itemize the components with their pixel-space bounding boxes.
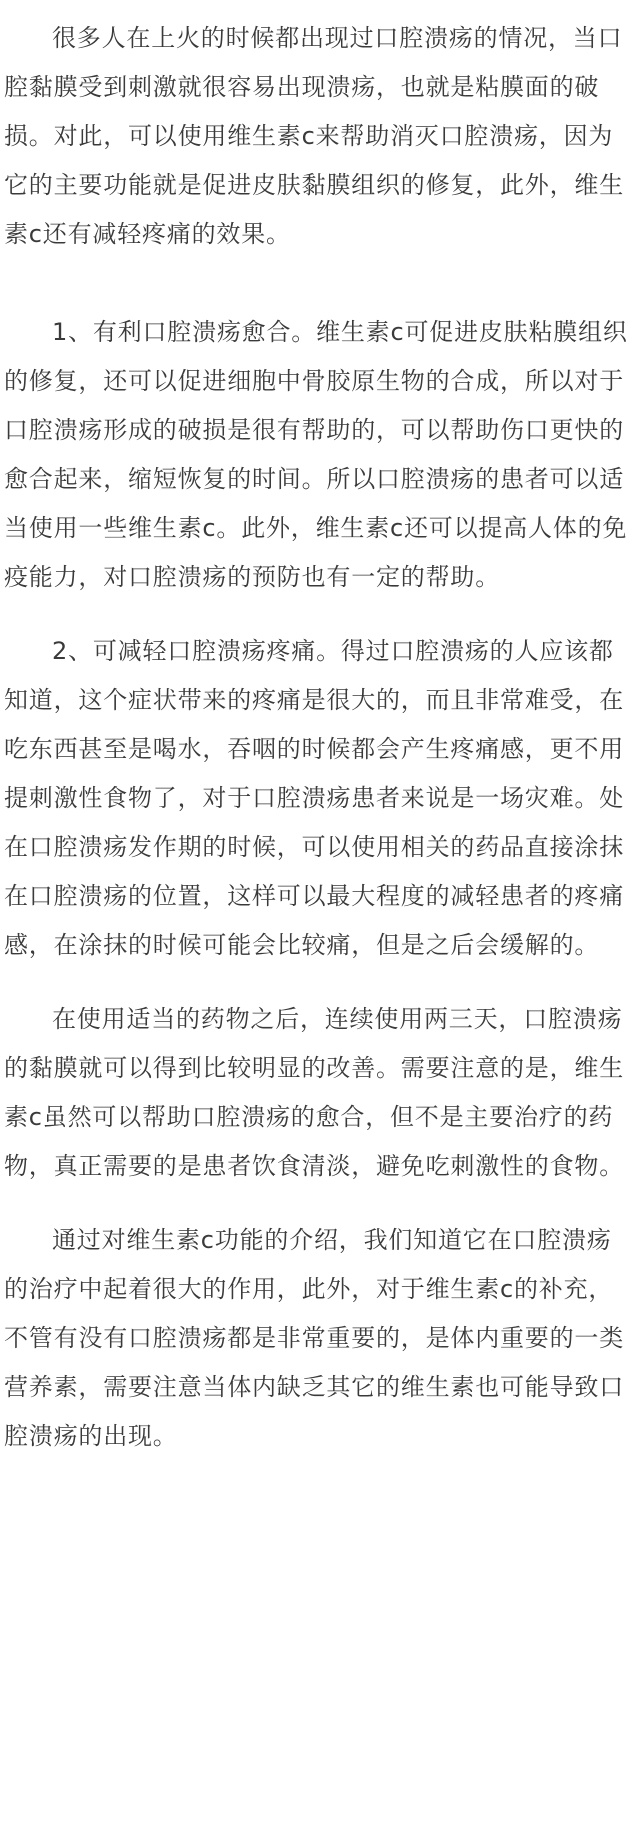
paragraph-intro: 很多人在上火的时候都出现过口腔溃疡的情况，当口腔黏膜受到刺激就很容易出现溃疡，也就是粘膜面的破损。对此，可以使用维生素c来帮助消灭口腔溃疡，因为它的主要功能就是促进皮肤黏膜组织的修复，此外，维生素c还有减轻疼痛的效果。 [4, 24, 624, 248]
paragraph-spacer [0, 602, 640, 627]
paragraph-point-2: 2、可减轻口腔溃疡疼痛。得过口腔溃疡的人应该都知道，这个症状带来的疼痛是很大的，而且非常难受，在吃东西甚至是喝水，吞咽的时候都会产生疼痛感，更不用提刺激性食物了，对于口腔溃疡患者来说是一场灾难。处在口腔溃疡发作期的时候，可以使用相关的药品直接涂抹在口腔溃疡的位置，这样可以最大程度的减轻患者的疼痛感，在涂抹的时候可能会比较痛，但是之后会缓解的。 [4, 637, 624, 959]
paragraph-spacer [0, 1191, 640, 1216]
paragraph-conclusion: 通过对维生素c功能的介绍，我们知道它在口腔溃疡的治疗中起着很大的作用，此外，对于维生素c的补充，不管有没有口腔溃疡都是非常重要的，是体内重要的一类营养素，需要注意当体内缺乏其它的维生素也可能导致口腔溃疡的出现。 [4, 1226, 624, 1450]
paragraph-point-1: 1、有利口腔溃疡愈合。维生素c可促进皮肤粘膜组织的修复，还可以促进细胞中骨胶原生物的合成，所以对于口腔溃疡形成的破损是很有帮助的，可以帮助伤口更快的愈合起来，缩短恢复的时间。所以口腔溃疡的患者可以适当使用一些维生素c。此外，维生素c还可以提高人体的免疫能力，对口腔溃疡的预防也有一定的帮助。 [4, 318, 628, 591]
paragraph-medication-note: 在使用适当的药物之后，连续使用两三天，口腔溃疡的黏膜就可以得到比较明显的改善。需要注意的是，维生素c虽然可以帮助口腔溃疡的愈合，但不是主要治疗的药物，真正需要的是患者饮食清淡，避免吃刺激性的食物。 [4, 1005, 624, 1180]
paragraph-spacer [0, 259, 640, 308]
paragraph-spacer [0, 970, 640, 995]
